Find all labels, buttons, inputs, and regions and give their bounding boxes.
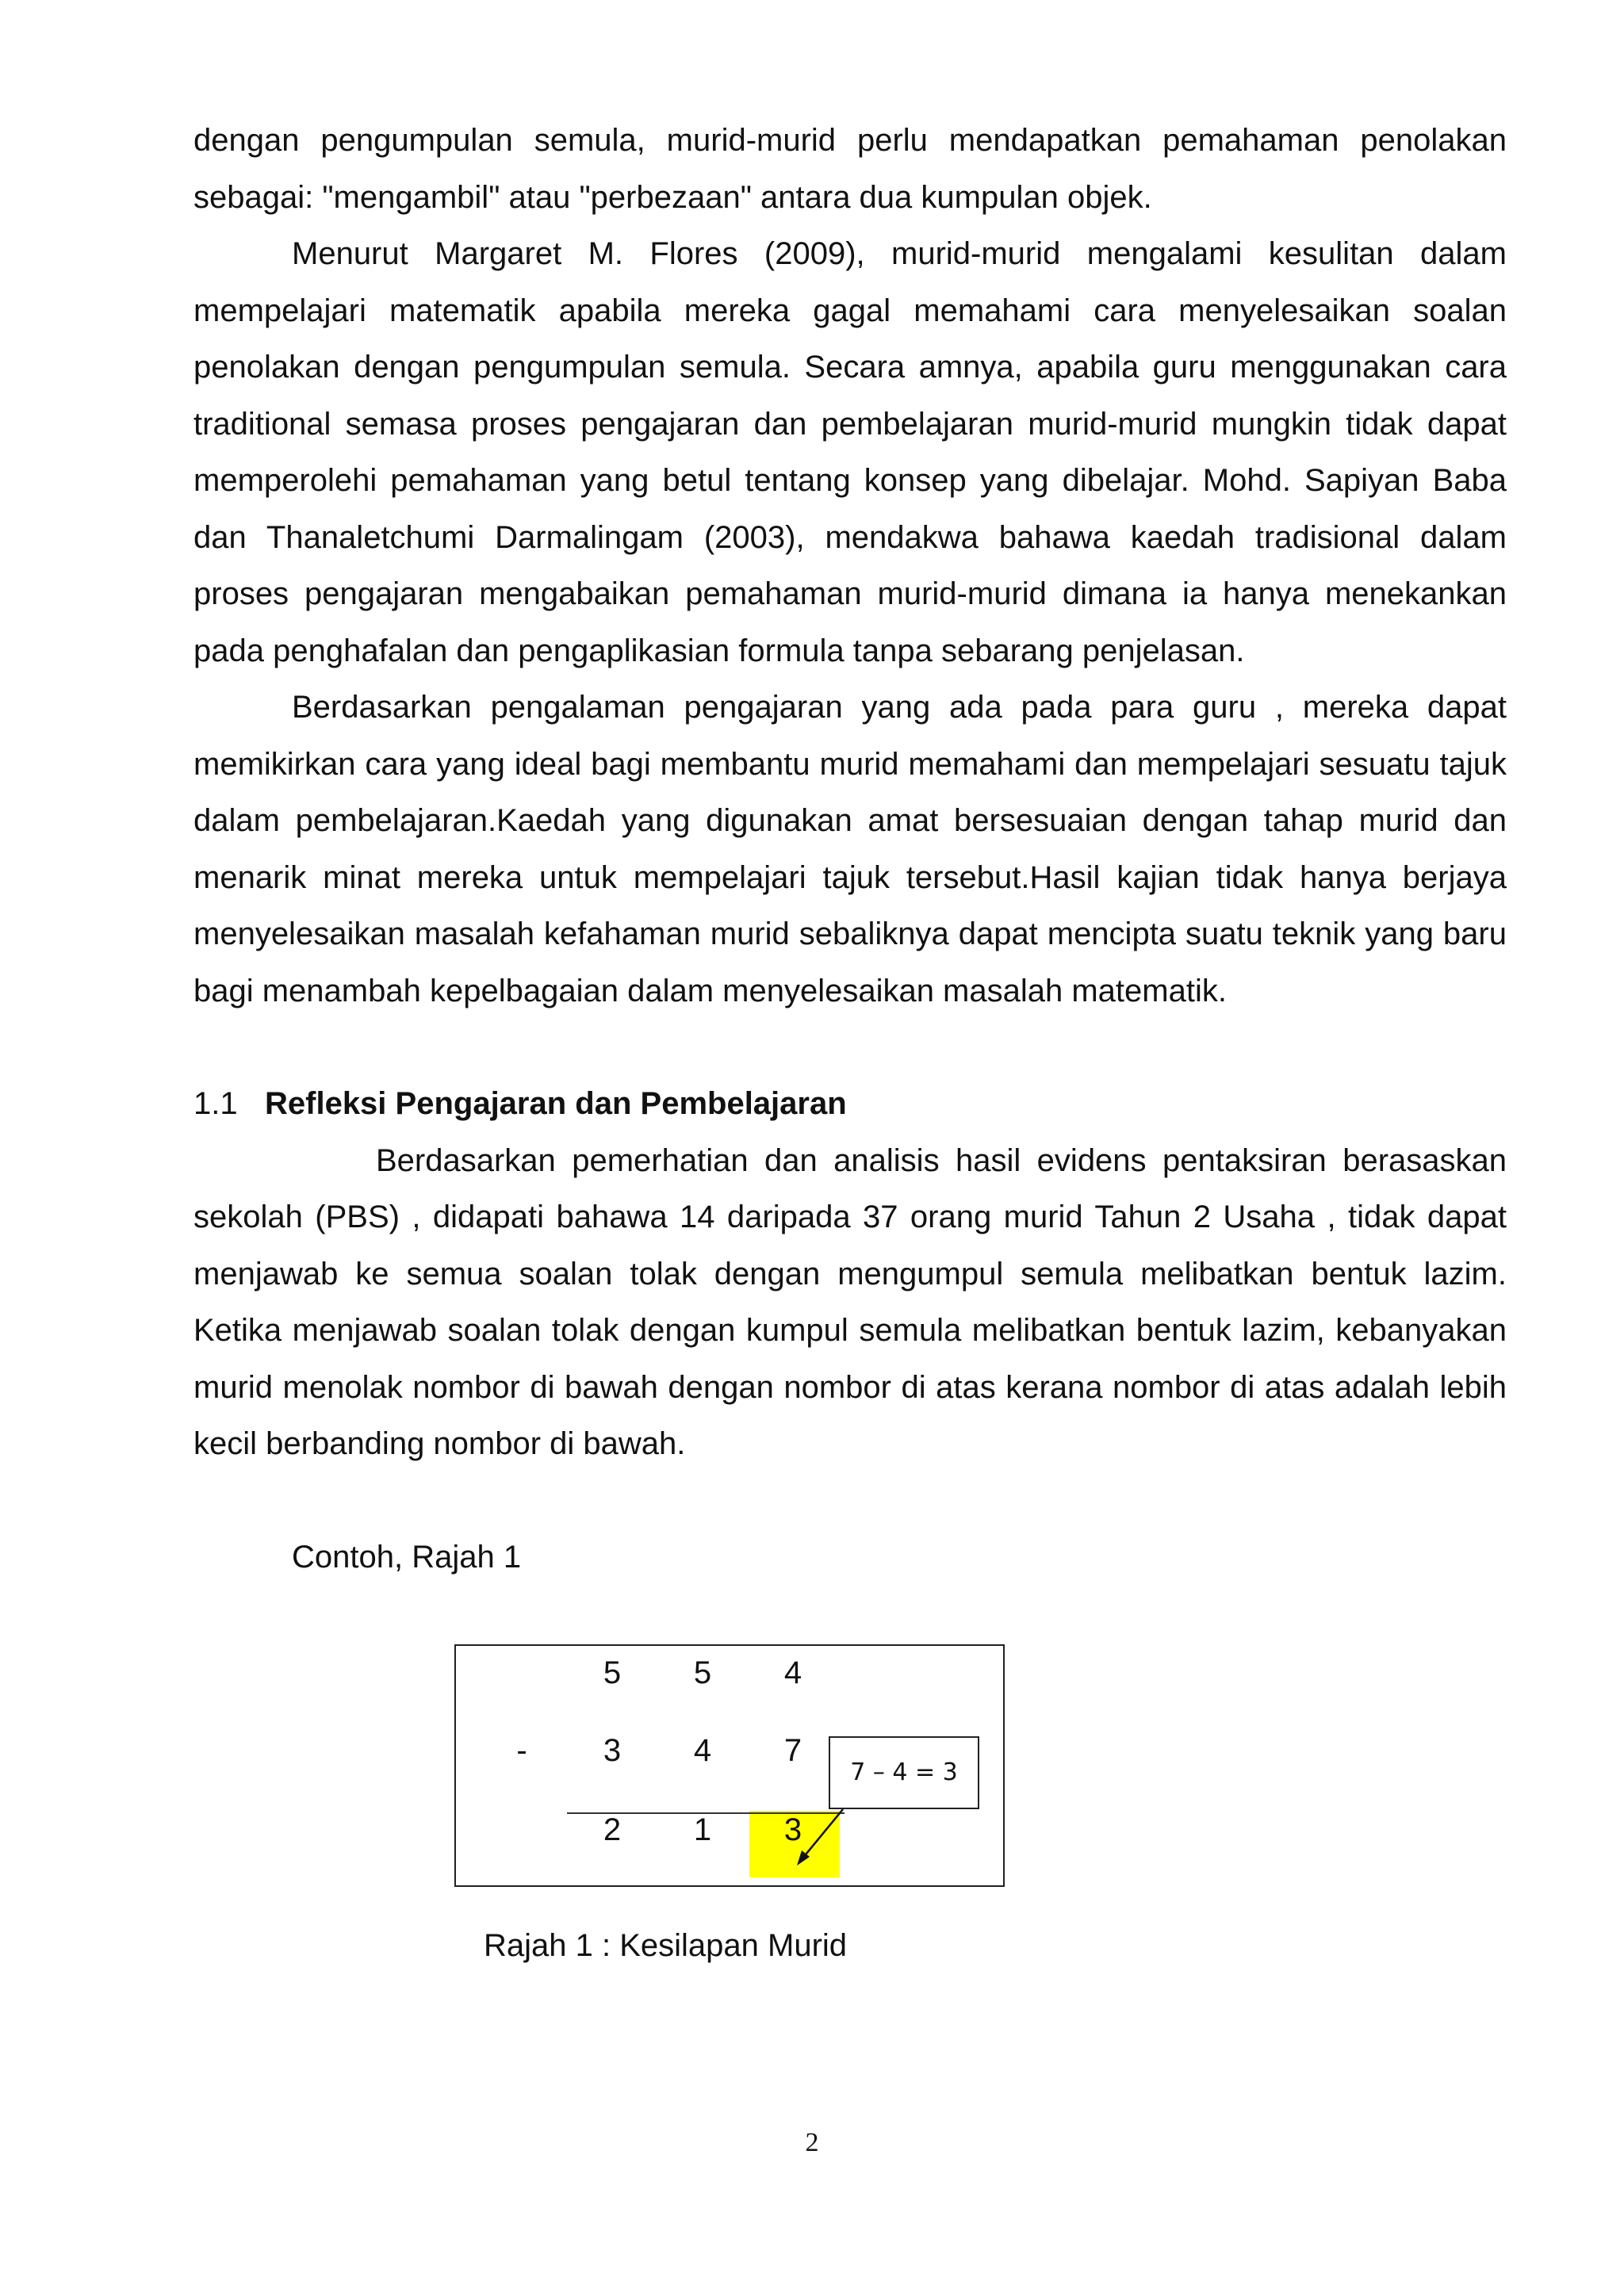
middle-ones-digit: 7 xyxy=(783,1733,802,1768)
spacer xyxy=(193,1473,1507,1529)
top-tens-digit: 5 xyxy=(693,1655,712,1690)
callout-box: 7 – 4 = 3 xyxy=(829,1736,979,1809)
section-title: Refleksi Pengajaran dan Pembelajaran xyxy=(265,1086,847,1121)
result-ones-digit: 3 xyxy=(783,1812,802,1847)
top-hundreds-digit: 5 xyxy=(603,1655,622,1690)
top-ones-digit: 4 xyxy=(783,1655,802,1690)
arrow-icon xyxy=(456,1646,1006,1888)
section-heading xyxy=(193,1076,1507,1133)
paragraph-1: dengan pengumpulan semula, murid-murid perlu mendapatkan pemahaman penolakan sebagai: "mengambil" atau "perbezaan" antara dua kumpulan objek. xyxy=(193,123,1507,215)
paragraph-2: Menurut Margaret M. Flores (2009), murid-murid mengalami kesulitan dalam mempelajari matematik apabila mereka gagal memahami cara menyelesaikan soalan penolakan dengan pengumpulan semula. Secara amnya, apabila guru menggunakan cara traditional semasa proses pengajaran dan pembelajaran murid-murid mungkin tidak dapat memperolehi pemahaman yang betul tentang konsep yang dibelajar. Mohd. Sapiyan Baba dan Thanaletchumi Darmalingam (2003), mendakwa bahawa kaedah tradisional dalam proses pengajaran mengabaikan pemahaman murid-murid dimana ia hanya menekankan pada penghafalan dan pengaplikasian formula tanpa sebarang penjelasan. xyxy=(193,236,1507,668)
spacer xyxy=(193,1020,1507,1076)
figure-caption: Rajah 1 : Kesilapan Murid xyxy=(484,1928,848,1963)
middle-hundreds-digit: 3 xyxy=(603,1733,622,1768)
result-hundreds-digit: 2 xyxy=(603,1812,622,1847)
middle-tens-digit: 4 xyxy=(693,1733,712,1768)
paragraph-3: Berdasarkan pengalaman pengajaran yang ada pada para guru , mereka dapat memikirkan cara yang ideal bagi membantu murid memahami dan mempelajari sesuatu tajuk dalam pembelajaran.Kaedah yang digunakan amat bersesuaian dengan tahap murid dan menarik minat mereka untuk mempelajari tajuk tersebut.Hasil kajian tidak hanya berjaya menyelesaikan masalah kefahaman murid sebaliknya dapat mencipta suatu teknik yang baru bagi menambah kepelbagaian dalam menyelesaikan masalah matematik. xyxy=(193,690,1507,1008)
result-tens-digit: 1 xyxy=(693,1812,712,1847)
minus-operator: - xyxy=(516,1733,527,1768)
page-number: 2 xyxy=(805,2128,819,2157)
section-paragraph: Berdasarkan pemerhatian dan analisis hasil evidens pentaksiran berasaskan sekolah (PBS) , didapati bahawa 14 daripada 37 orang murid Tahun 2 Usaha , tidak dapat menjawab ke semua soalan tolak dengan mengumpul semula melibatkan bentuk lazim. Ketika menjawab soalan tolak dengan kumpul semula melibatkan bentuk lazim, kebanyakan murid menolak nombor di bawah dengan nombor di atas kerana nombor di atas adalah lebih kecil berbanding nombor di bawah. xyxy=(193,1142,1507,1461)
example-label: Contoh, Rajah 1 xyxy=(292,1539,522,1575)
subtraction-figure xyxy=(454,1644,1005,1887)
section-number: 1.1 xyxy=(193,1086,238,1121)
document-body xyxy=(193,113,1507,1586)
